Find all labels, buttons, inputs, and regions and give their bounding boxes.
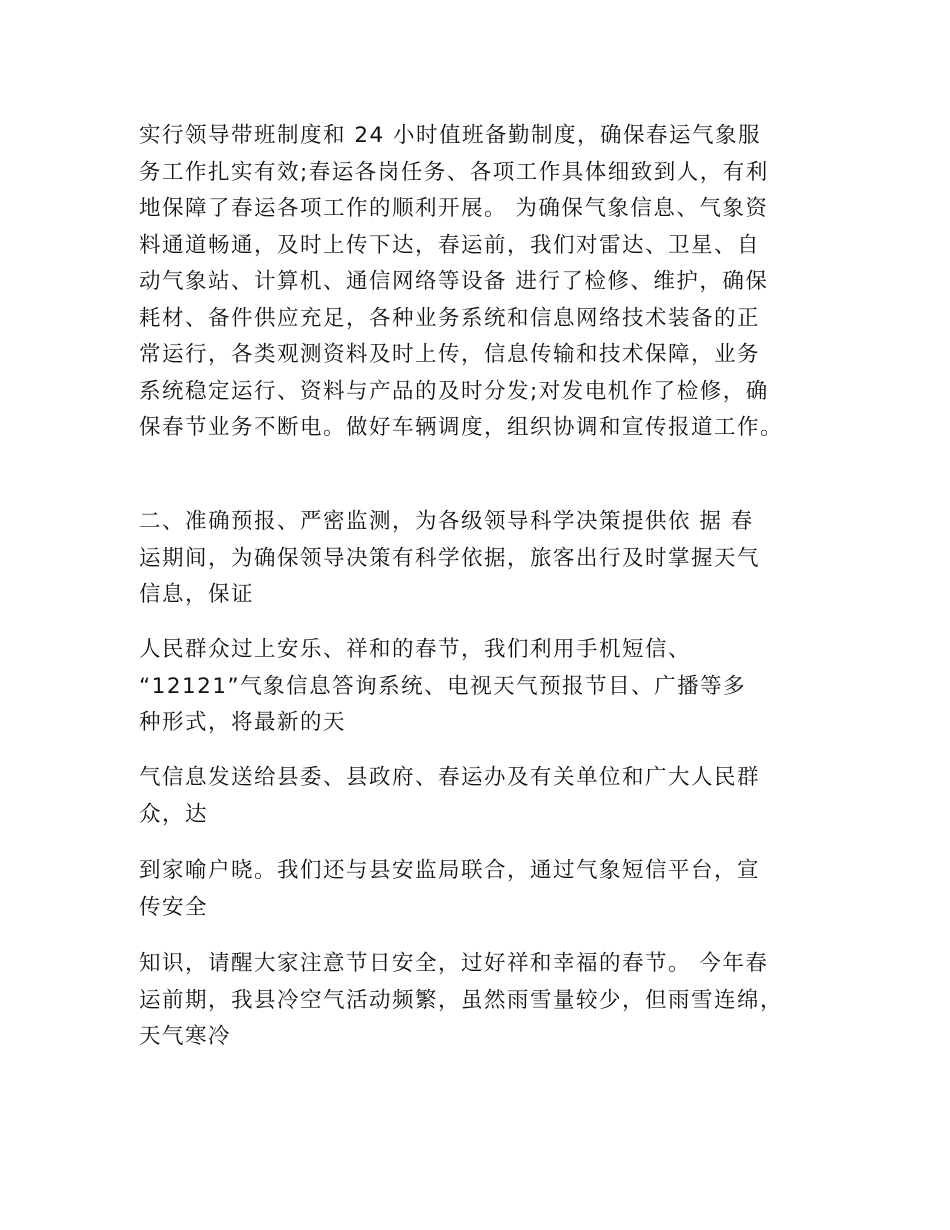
paragraph-weather-conditions bbox=[139, 946, 829, 1056]
text-line: 种形式，将最新的天 bbox=[139, 710, 347, 735]
text-line: 二、准确预报、严密监测，为各级领导科学决策提供依 据 春 bbox=[139, 509, 754, 534]
text-line: 系统稳定运行、资料与产品的及时分发;对发电机作了检修，确 bbox=[139, 378, 769, 404]
text-line: 耗材、备件供应充足，各种业务系统和信息网络技术装备的正 bbox=[139, 305, 761, 331]
text-line: “12121”气象信息答询系统、电视天气预报节目、广播等多 bbox=[139, 673, 747, 699]
text-line: 到家喻户晓。我们还与县安监局联合，通过气象短信平台，宣 bbox=[139, 858, 761, 883]
text-line: 务工作扎实有效;春运各岗任务、各项工作具体细致到人，有利 bbox=[139, 159, 769, 185]
paragraph-safety-bureau bbox=[139, 853, 829, 926]
text-line: 动气象站、计算机、通信网络等设备 进行了检修、维护，确保 bbox=[139, 269, 769, 294]
text-line: 运期间，为确保领导决策有科学依据，旅客出行及时掌握天气 bbox=[139, 545, 761, 571]
text-line: 众，达 bbox=[139, 801, 209, 827]
text-line: 运前期，我县冷空气活动频繁，虽然雨雪量较少，但雨雪连绵， bbox=[139, 987, 784, 1013]
text-line: 人民群众过上安乐、祥和的春节，我们利用手机短信、 bbox=[139, 637, 692, 662]
text-line: 天气寒冷 bbox=[139, 1024, 232, 1049]
text-line: 知识，请醒大家注意节日安全，过好祥和幸福的春节。 今年春 bbox=[139, 951, 769, 976]
text-line: 常运行，各类观测资料及时上传，信息传输和技术保障，业务 bbox=[139, 342, 761, 367]
paragraph-sms-channels bbox=[139, 632, 829, 742]
text-line: 保春节业务不断电。做好车辆调度，组织协调和宣传报道工作。 bbox=[139, 415, 784, 440]
paragraph-info-delivery bbox=[139, 760, 829, 833]
paragraph-section-two-heading bbox=[139, 504, 829, 614]
text-line: 地保障了春运各项工作的顺利开展。 为确保气象信息、气象资 bbox=[139, 196, 769, 221]
paragraph-duty-system bbox=[139, 118, 829, 447]
text-line: 实行领导带班制度和 24 小时值班备勤制度，确保春运气象服 bbox=[139, 123, 762, 148]
text-line: 气信息发送给县委、县政府、春运办及有关单位和广大人民群 bbox=[139, 765, 761, 790]
text-line: 料通道畅通，及时上传下达，春运前，我们对雷达、卫星、自 bbox=[139, 232, 761, 258]
text-line: 信息，保证 bbox=[139, 582, 255, 607]
text-line: 传安全 bbox=[139, 894, 209, 920]
